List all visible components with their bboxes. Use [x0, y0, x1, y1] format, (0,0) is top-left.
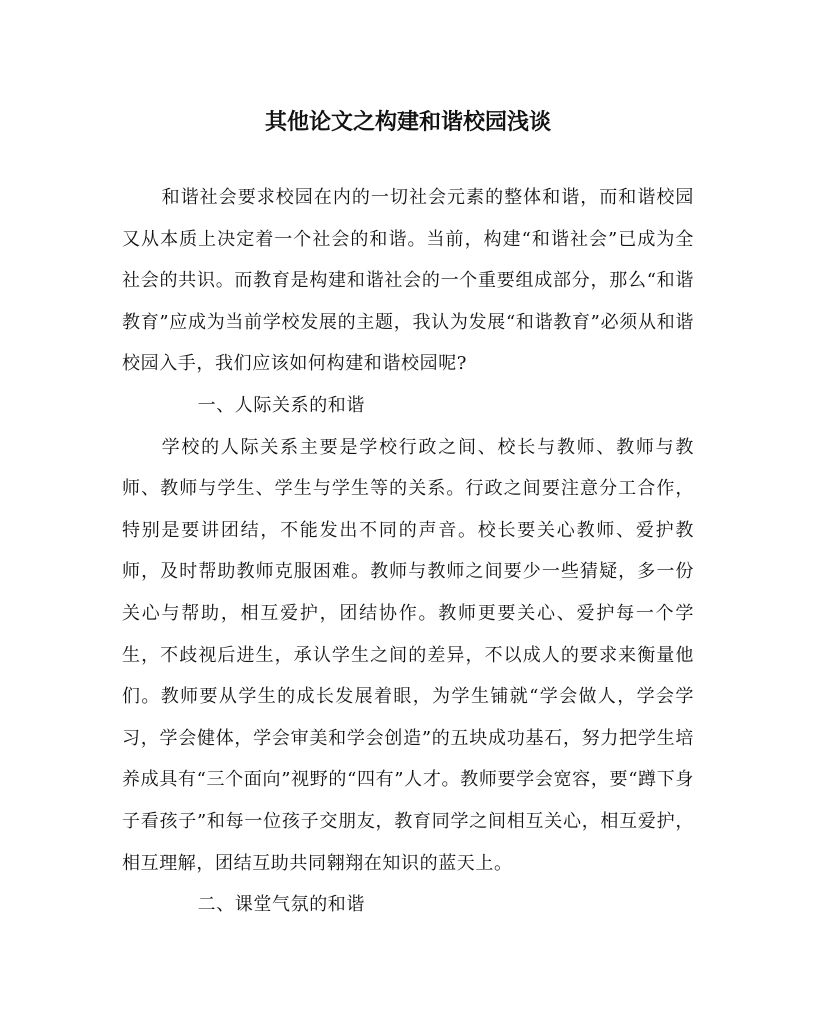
intro-paragraph: 和谐社会要求校园在内的一切社会元素的整体和谐，而和谐校园又从本质上决定着一个社会的和谐。当前，构建“和谐社会”已成为全社会的共识。而教育是构建和谐社会的一个重要组成部分，那么“和谐教育”应成为当前学校发展的主题，我认为发展“和谐教育”必须从和谐校园入手，我们应该如何构建和谐校园呢? [122, 187, 694, 375]
document-title: 其他论文之构建和谐校园浅谈 [264, 110, 551, 135]
section-1-paragraph: 学校的人际关系主要是学校行政之间、校长与教师、教师与教师、教师与学生、学生与学生等的关系。行政之间要注意分工合作，特别是要讲团结，不能发出不同的声音。校长要关心教师、爱护教师，及时帮助教师克服困难。教师与教师之间要少一些猜疑，多一份关心与帮助，相互爱护，团结协作。教师更要关心、爱护每一个学生，不歧视后进生，承认学生之间的差异，不以成人的要求来衡量他们。教师要从学生的成长发展着眼，为学生铺就“学会做人，学会学习，学会健体，学会审美和学会创造”的五块成功基石，努力把学生培养成具有“三个面向”视野的“四有”人才。教师要学会宽容，要“蹲下身子看孩子”和每一位孩子交朋友，教育同学之间相互关心，相互爱护，相互理解，团结互助共同翱翔在知识的蓝天上。 [122, 436, 694, 874]
section-heading-2: 二、课堂气氛的和谐 [197, 894, 365, 916]
document-body [122, 177, 694, 926]
section-heading-1: 一、人际关系的和谐 [197, 394, 365, 416]
